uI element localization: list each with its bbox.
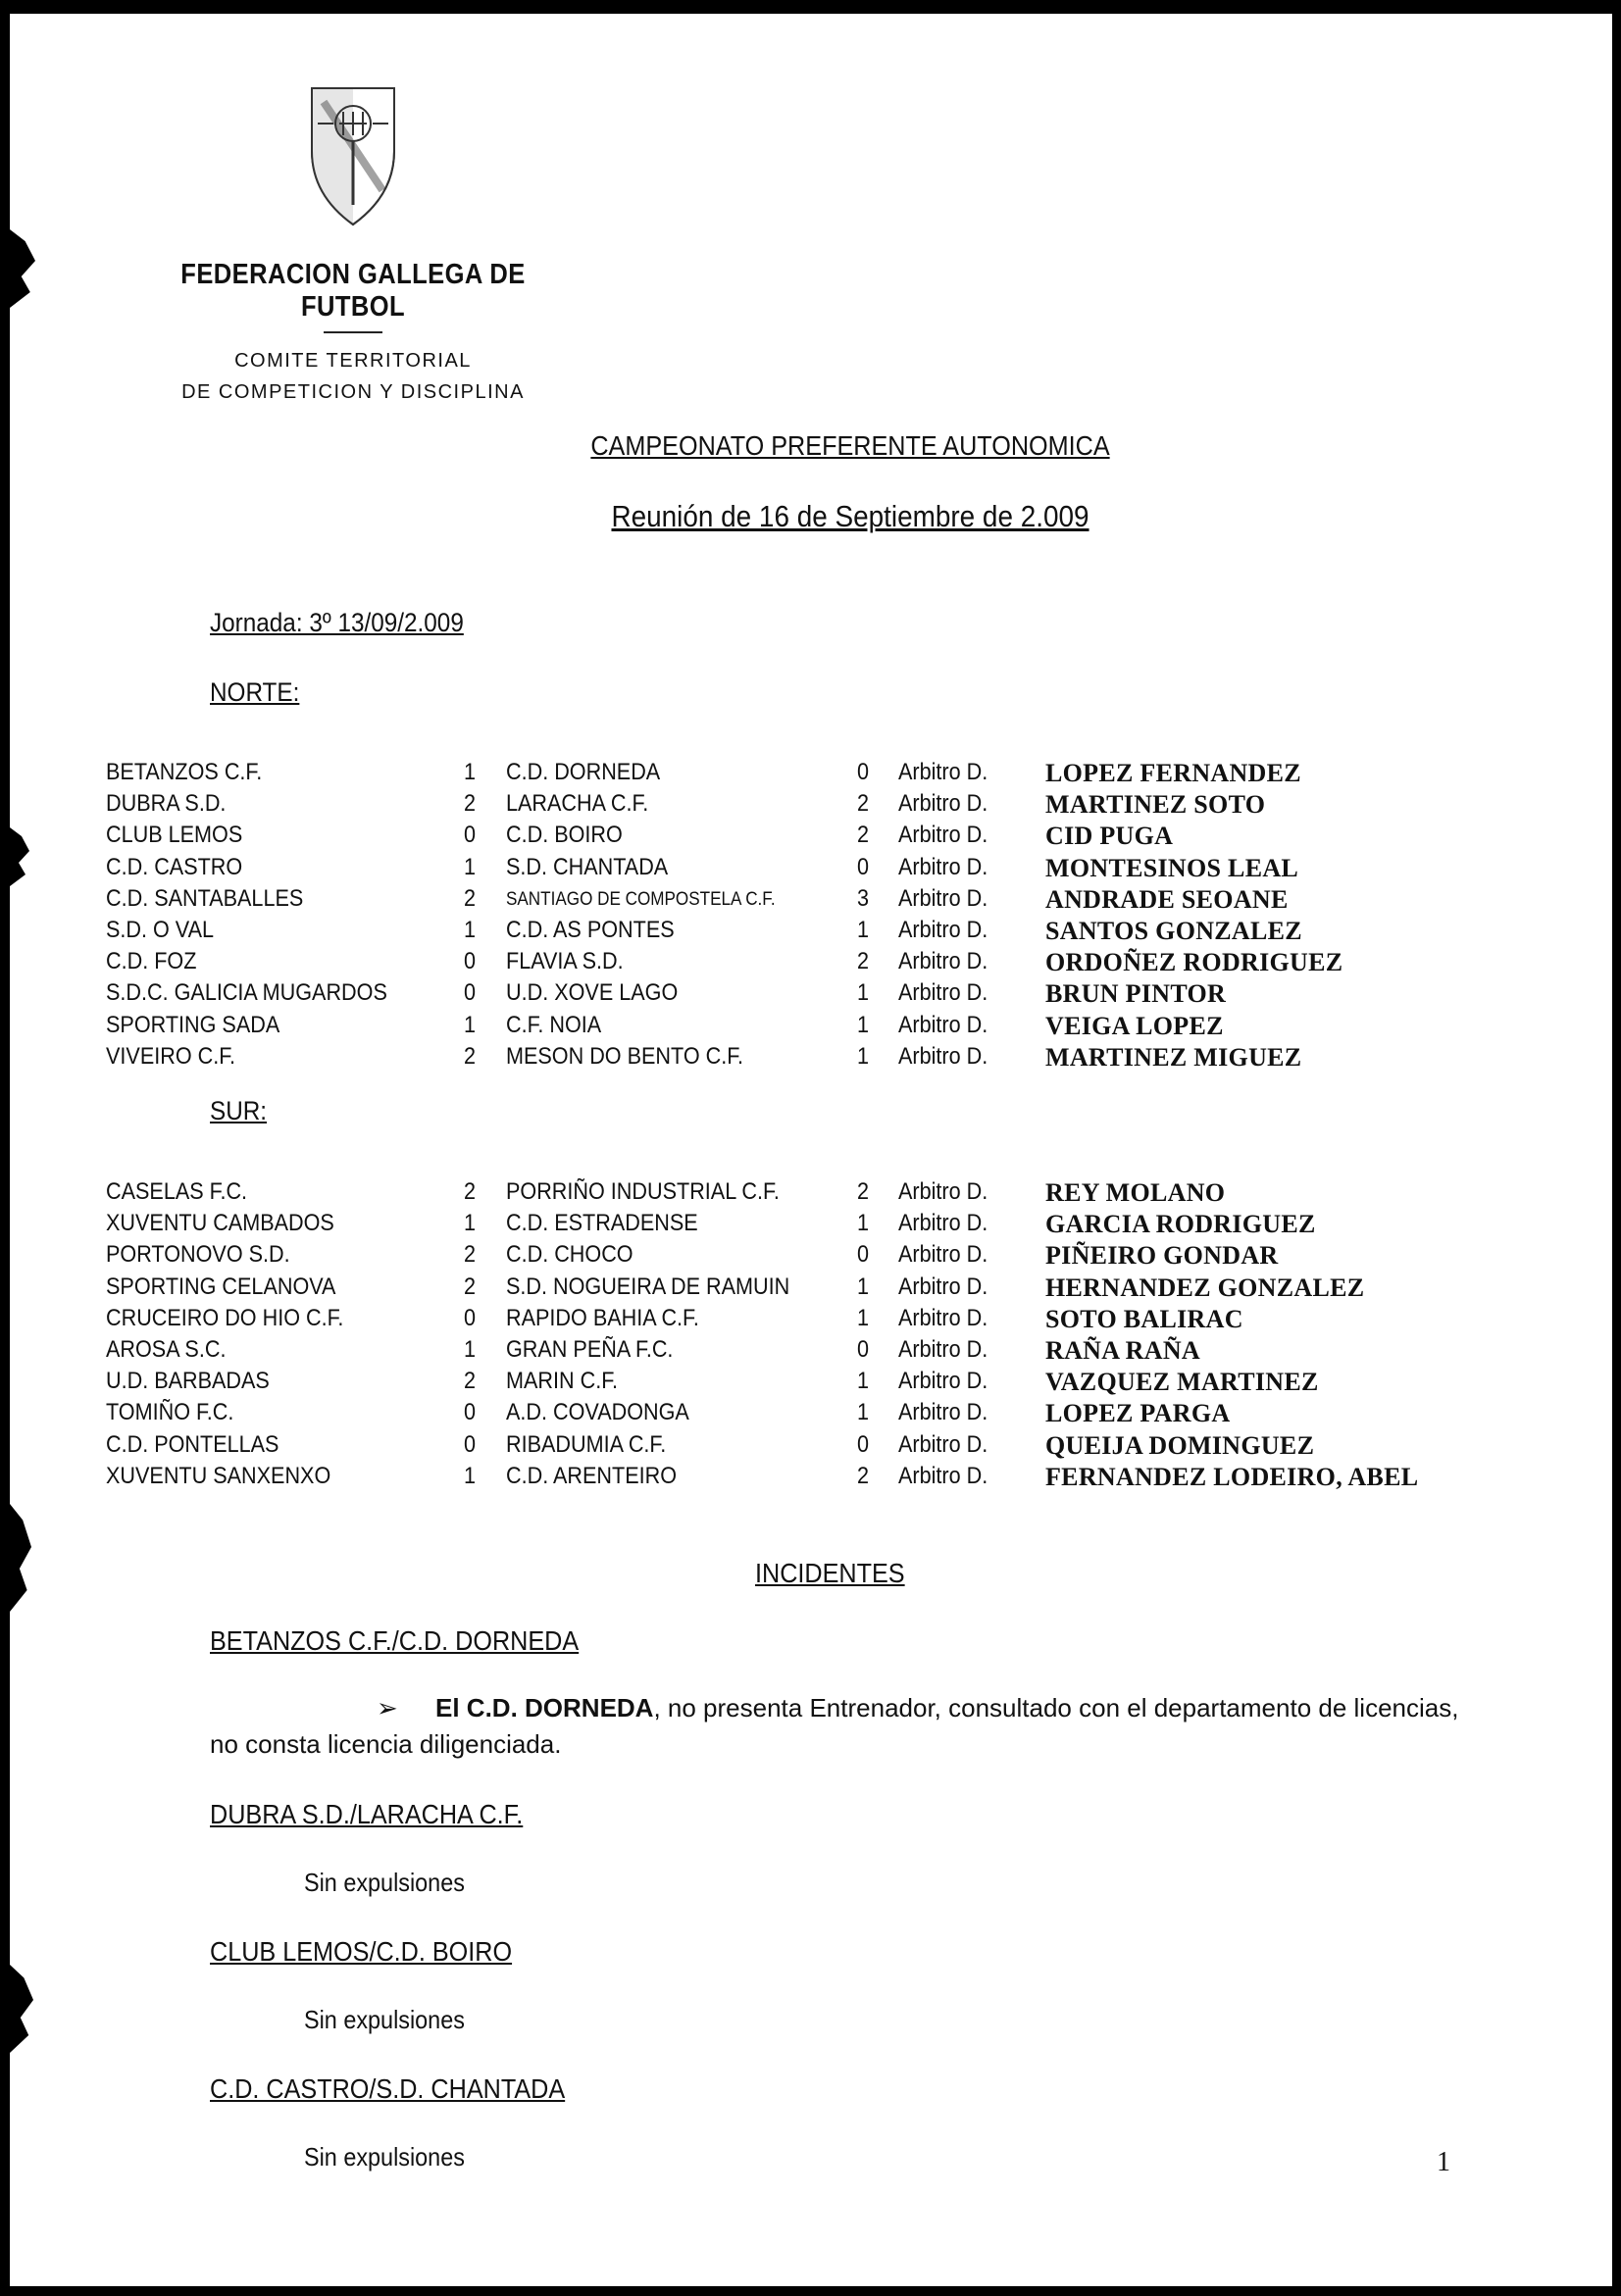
away-score: 2	[857, 1178, 870, 1205]
home-team: AROSA S.C.	[106, 1336, 227, 1363]
referee-label: Arbitro D.	[898, 948, 988, 975]
incident-text: , no presenta Entrenador, consultado con el departamento de licencias, no consta licencia diligenciada.	[210, 1693, 1459, 1759]
table-row	[106, 854, 1577, 885]
table-row	[106, 1305, 1577, 1336]
home-score: 0	[464, 822, 477, 849]
home-score: 1	[464, 1011, 477, 1038]
home-team: BETANZOS C.F.	[106, 759, 263, 785]
away-team: C.D. CHOCO	[506, 1241, 633, 1269]
away-score: 2	[857, 790, 870, 818]
away-team: C.F. NOIA	[506, 1011, 602, 1038]
referee-name: FERNANDEZ LODEIRO, ABEL	[1045, 1462, 1419, 1491]
meeting-date: Reunión de 16 de Septiembre de 2.009	[611, 499, 1089, 533]
referee-name: QUEIJA DOMINGUEZ	[1045, 1430, 1315, 1460]
away-score: 0	[857, 759, 870, 785]
away-score: 1	[857, 1399, 870, 1426]
referee-label: Arbitro D.	[898, 1304, 988, 1331]
away-score: 2	[857, 1462, 870, 1489]
referee-name: MONTESINOS LEAL	[1045, 853, 1299, 882]
home-score: 0	[464, 1304, 477, 1331]
referee-label: Arbitro D.	[898, 822, 988, 849]
home-score: 2	[464, 1273, 477, 1300]
torn-edge	[10, 827, 29, 886]
referee-label: Arbitro D.	[898, 1210, 988, 1237]
divider	[324, 331, 382, 333]
home-team: U.D. BARBADAS	[106, 1368, 270, 1395]
home-score: 1	[464, 853, 477, 880]
away-team: RIBADUMIA C.F.	[506, 1430, 667, 1458]
away-score: 3	[857, 884, 870, 912]
home-team: CRUCEIRO DO HIO C.F.	[106, 1304, 344, 1331]
away-team: C.D. AS PONTES	[506, 917, 675, 943]
incident-club: El C.D. DORNEDA	[435, 1693, 654, 1722]
home-team: CLUB LEMOS	[106, 822, 243, 849]
away-team: C.D. BOIRO	[506, 822, 623, 849]
referee-name: CID PUGA	[1045, 822, 1174, 851]
table-row	[106, 1463, 1577, 1494]
home-team: S.D.C. GALICIA MUGARDOS	[106, 979, 387, 1007]
table-row	[106, 1241, 1577, 1273]
referee-name: ORDOÑEZ RODRIGUEZ	[1045, 948, 1343, 977]
away-team: MARIN C.F.	[506, 1368, 619, 1395]
home-score: 2	[464, 884, 477, 912]
away-score: 1	[857, 917, 870, 943]
referee-name: LOPEZ FERNANDEZ	[1045, 759, 1301, 787]
home-team: SPORTING SADA	[106, 1011, 280, 1038]
away-team: A.D. COVADONGA	[506, 1399, 689, 1426]
home-score: 1	[464, 1462, 477, 1489]
incident-match-title: DUBRA S.D./LARACHA C.F.	[210, 1799, 524, 1829]
away-team: RAPIDO BAHIA C.F.	[506, 1304, 699, 1331]
away-score: 1	[857, 1210, 870, 1237]
referee-name: MARTINEZ MIGUEZ	[1045, 1042, 1302, 1072]
table-row	[106, 1273, 1577, 1305]
table-row	[106, 917, 1577, 948]
jornada-heading: Jornada: 3º 13/09/2.009	[210, 608, 464, 637]
page-number: 1	[1437, 2147, 1450, 2177]
away-team: MESON DO BENTO C.F.	[506, 1042, 744, 1070]
group-heading-sur: SUR:	[210, 1096, 268, 1125]
incident-note: Sin expulsiones	[304, 2142, 465, 2171]
home-team: C.D. PONTELLAS	[106, 1430, 279, 1458]
home-score: 0	[464, 1399, 477, 1426]
referee-label: Arbitro D.	[898, 979, 988, 1007]
document-page	[10, 14, 1612, 2286]
home-score: 0	[464, 1430, 477, 1458]
referee-name: PIÑEIRO GONDAR	[1045, 1241, 1279, 1271]
table-row	[106, 1178, 1577, 1210]
away-score: 1	[857, 1368, 870, 1395]
home-score: 1	[464, 1210, 477, 1237]
away-score: 1	[857, 1042, 870, 1070]
arrow-bullet-icon: ➢	[377, 1693, 398, 1722]
home-team: PORTONOVO S.D.	[106, 1241, 290, 1269]
referee-name: REY MOLANO	[1045, 1178, 1226, 1207]
table-row	[106, 1399, 1577, 1430]
referee-label: Arbitro D.	[898, 1430, 988, 1458]
home-team: C.D. FOZ	[106, 948, 197, 975]
torn-edge	[10, 1965, 33, 2053]
away-score: 0	[857, 1430, 870, 1458]
home-score: 2	[464, 1368, 477, 1395]
referee-label: Arbitro D.	[898, 790, 988, 818]
away-team: C.D. ARENTEIRO	[506, 1462, 678, 1489]
home-team: C.D. CASTRO	[106, 853, 243, 880]
table-row	[106, 1012, 1577, 1043]
referee-name: BRUN PINTOR	[1045, 979, 1227, 1009]
home-team: XUVENTU SANXENXO	[106, 1462, 331, 1489]
referee-label: Arbitro D.	[898, 917, 988, 943]
home-score: 1	[464, 917, 477, 943]
referee-name: SOTO BALIRAC	[1045, 1304, 1243, 1333]
table-row	[106, 948, 1577, 979]
table-row	[106, 1431, 1577, 1463]
home-score: 1	[464, 759, 477, 785]
incidents-title: INCIDENTES	[755, 1558, 905, 1588]
away-score: 1	[857, 1304, 870, 1331]
committee-line-1: COMITE TERRITORIAL	[234, 350, 472, 372]
home-team: DUBRA S.D.	[106, 790, 227, 818]
torn-edge	[10, 229, 35, 308]
home-score: 2	[464, 1178, 477, 1205]
referee-name: SANTOS GONZALEZ	[1045, 917, 1302, 945]
referee-label: Arbitro D.	[898, 1273, 988, 1300]
away-score: 0	[857, 1336, 870, 1363]
home-score: 2	[464, 790, 477, 818]
away-score: 2	[857, 822, 870, 849]
referee-name: VEIGA LOPEZ	[1045, 1011, 1224, 1040]
group-heading-norte: NORTE:	[210, 677, 300, 707]
away-team: PORRIÑO INDUSTRIAL C.F.	[506, 1178, 780, 1205]
referee-name: HERNANDEZ GONZALEZ	[1045, 1273, 1365, 1302]
home-score: 0	[464, 979, 477, 1007]
away-score: 1	[857, 1273, 870, 1300]
referee-label: Arbitro D.	[898, 1336, 988, 1363]
championship-title: CAMPEONATO PREFERENTE AUTONOMICA	[590, 430, 1110, 461]
home-score: 1	[464, 1336, 477, 1363]
away-team: FLAVIA S.D.	[506, 948, 624, 975]
away-team: SANTIAGO DE COMPOSTELA C.F.	[506, 888, 776, 910]
away-team: GRAN PEÑA F.C.	[506, 1336, 674, 1363]
home-team: C.D. SANTABALLES	[106, 884, 304, 912]
home-team: CASELAS F.C.	[106, 1178, 248, 1205]
incident-match-title: BETANZOS C.F./C.D. DORNEDA	[210, 1625, 580, 1656]
home-team: XUVENTU CAMBADOS	[106, 1210, 334, 1237]
table-row	[106, 822, 1577, 853]
incident-note: Sin expulsiones	[304, 1868, 465, 1897]
referee-label: Arbitro D.	[898, 1399, 988, 1426]
table-row	[106, 790, 1577, 822]
referee-label: Arbitro D.	[898, 1368, 988, 1395]
referee-name: RAÑA RAÑA	[1045, 1336, 1200, 1365]
home-team: VIVEIRO C.F.	[106, 1042, 236, 1070]
home-score: 2	[464, 1042, 477, 1070]
away-score: 1	[857, 979, 870, 1007]
table-row	[106, 885, 1577, 917]
federation-crest-icon	[304, 82, 402, 229]
referee-label: Arbitro D.	[898, 853, 988, 880]
away-team: C.D. DORNEDA	[506, 759, 661, 785]
referee-label: Arbitro D.	[898, 1241, 988, 1269]
away-score: 1	[857, 1011, 870, 1038]
referee-name: LOPEZ PARGA	[1045, 1399, 1231, 1428]
referee-label: Arbitro D.	[898, 1462, 988, 1489]
referee-name: ANDRADE SEOANE	[1045, 884, 1289, 914]
away-team: S.D. CHANTADA	[506, 853, 669, 880]
home-score: 0	[464, 948, 477, 975]
referee-label: Arbitro D.	[898, 1011, 988, 1038]
home-team: TOMIÑO F.C.	[106, 1399, 234, 1426]
table-row	[106, 1043, 1577, 1074]
letterhead	[98, 82, 608, 408]
referee-name: MARTINEZ SOTO	[1045, 790, 1266, 820]
federation-name: FEDERACION GALLEGA DE FUTBOL	[180, 259, 526, 323]
away-team: C.D. ESTRADENSE	[506, 1210, 698, 1237]
referee-label: Arbitro D.	[898, 759, 988, 785]
table-row	[106, 1368, 1577, 1399]
referee-label: Arbitro D.	[898, 1042, 988, 1070]
table-row	[106, 979, 1577, 1011]
table-row	[106, 1210, 1577, 1241]
home-team: S.D. O VAL	[106, 917, 215, 943]
table-row	[106, 1336, 1577, 1368]
referee-name: VAZQUEZ MARTINEZ	[1045, 1368, 1319, 1397]
away-score: 0	[857, 1241, 870, 1269]
torn-edge	[10, 1504, 31, 1612]
home-score: 2	[464, 1241, 477, 1269]
away-score: 0	[857, 853, 870, 880]
away-score: 2	[857, 948, 870, 975]
away-team: U.D. XOVE LAGO	[506, 979, 679, 1007]
committee-line-2: DE COMPETICION Y DISCIPLINA	[181, 381, 525, 403]
referee-name: GARCIA RODRIGUEZ	[1045, 1210, 1316, 1239]
referee-label: Arbitro D.	[898, 884, 988, 912]
away-team: S.D. NOGUEIRA DE RAMUIN	[506, 1273, 790, 1300]
incident-paragraph	[210, 1690, 1485, 1763]
incident-match-title: CLUB LEMOS/C.D. BOIRO	[210, 1936, 513, 1967]
table-row	[106, 759, 1577, 790]
incident-note: Sin expulsiones	[304, 2005, 465, 2034]
away-team: LARACHA C.F.	[506, 790, 649, 818]
referee-label: Arbitro D.	[898, 1178, 988, 1205]
home-team: SPORTING CELANOVA	[106, 1273, 336, 1300]
incident-match-title: C.D. CASTRO/S.D. CHANTADA	[210, 2073, 566, 2104]
